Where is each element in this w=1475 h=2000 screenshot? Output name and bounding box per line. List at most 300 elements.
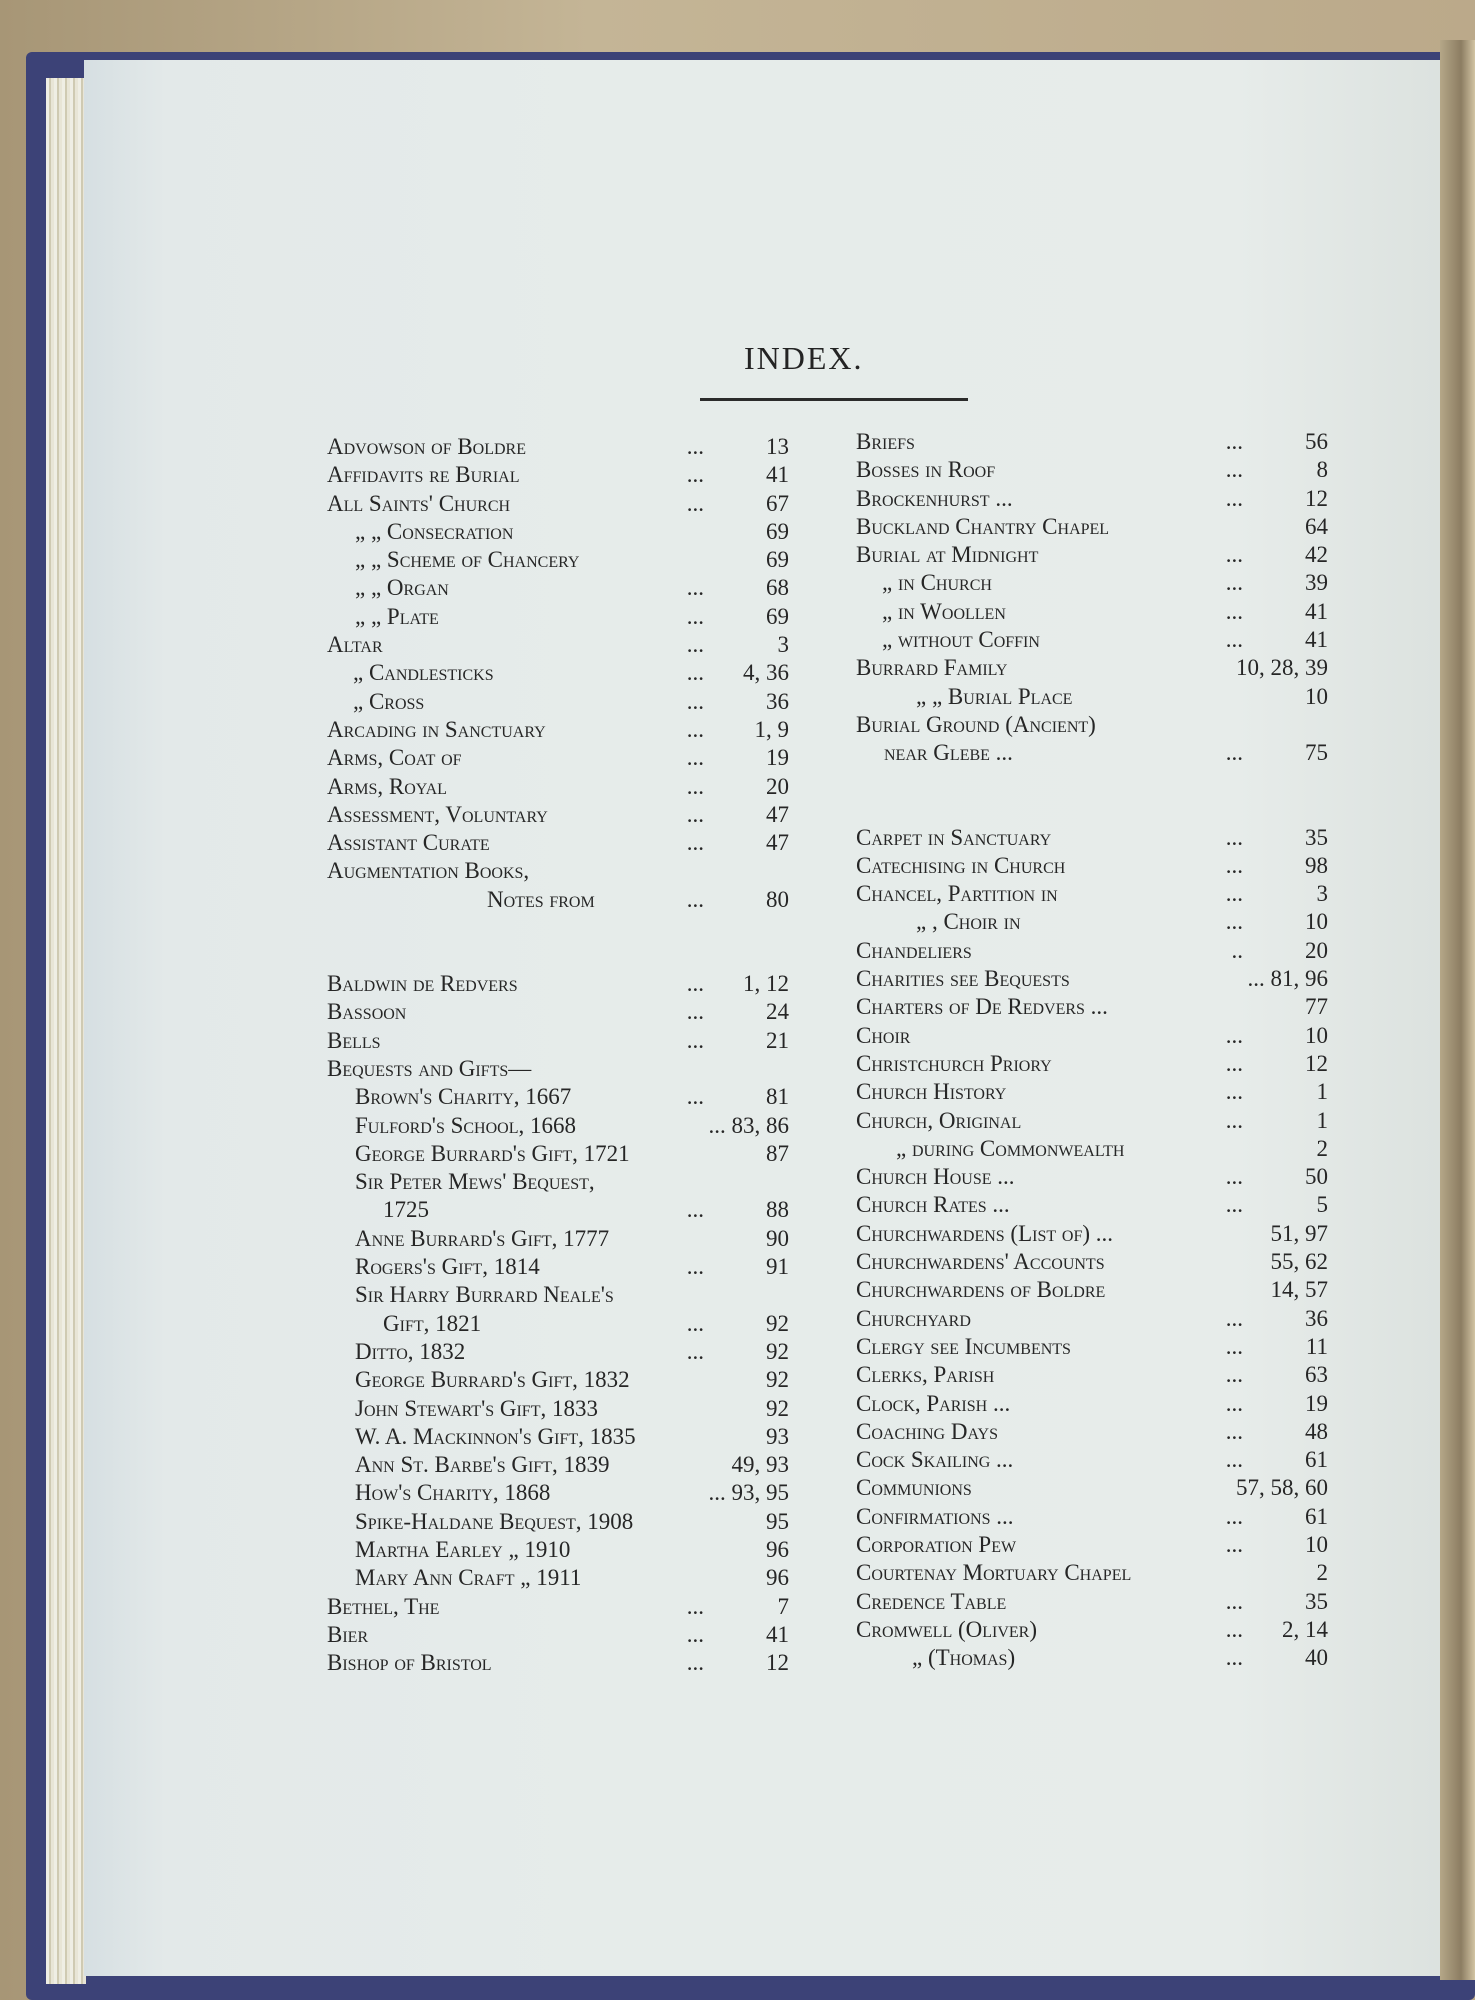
index-entry <box>856 1559 1328 1587</box>
entry-page-numbers: 69 <box>766 603 789 629</box>
entry-label: Church, Original <box>856 1107 1022 1133</box>
index-entry <box>327 1310 789 1338</box>
entry-label: Brockenhurst ... <box>856 485 1013 511</box>
entry-label: Churchwardens' Accounts <box>856 1249 1105 1275</box>
entry-page-numbers: 10 <box>1305 1022 1328 1048</box>
entry-label: „ „ Organ <box>355 575 449 601</box>
entry-label: near Glebe ... <box>884 740 1013 766</box>
entry-label: Rogers's Gift, 1814 <box>355 1254 540 1280</box>
entry-leader-dots: ... <box>686 773 704 799</box>
entry-label: Buckland Chantry Chapel <box>856 513 1110 539</box>
entry-leader-dots: ... <box>1225 1192 1243 1218</box>
index-entry <box>856 1446 1328 1474</box>
index-entry <box>856 937 1328 965</box>
entry-page-numbers: 40 <box>1305 1645 1328 1671</box>
entry-label: Bells <box>327 1027 381 1053</box>
entry-label: Courtenay Mortuary Chapel <box>856 1560 1132 1586</box>
entry-page-numbers: 96 <box>766 1536 789 1562</box>
index-entry <box>856 1276 1328 1304</box>
index-entry <box>856 739 1328 767</box>
entry-leader-dots: ... <box>1225 1390 1243 1416</box>
entry-page-numbers: 19 <box>766 745 789 771</box>
entry-label: „ Cross <box>353 688 425 714</box>
index-entry <box>327 631 789 659</box>
entry-leader-dots: ... <box>686 462 704 488</box>
entry-label: „ „ Burial Place <box>916 683 1073 709</box>
entry-page-numbers: 69 <box>766 518 789 544</box>
entry-leader-dots: ... <box>686 688 704 714</box>
entry-leader-dots: ... <box>1225 542 1243 568</box>
index-entry <box>327 1253 789 1281</box>
entry-page-numbers: 41 <box>766 462 789 488</box>
entry-label: „ without Coffin <box>882 627 1040 653</box>
entry-leader-dots: ... <box>1225 1447 1243 1473</box>
entry-page-numbers: 80 <box>766 886 789 912</box>
entry-label: Christchurch Priory <box>856 1050 1052 1076</box>
entry-page-numbers: 50 <box>1305 1164 1328 1190</box>
entry-page-numbers: 20 <box>766 773 789 799</box>
entry-page-numbers: 49, 93 <box>731 1452 789 1478</box>
entry-page-numbers: 81 <box>766 1084 789 1110</box>
entry-leader-dots: ... <box>1225 909 1243 935</box>
index-entry <box>856 428 1328 456</box>
page-title: INDEX. <box>744 340 864 376</box>
entry-label: Bethel, The <box>327 1593 440 1619</box>
index-entry <box>856 1531 1328 1559</box>
entry-leader-dots: ... <box>1225 570 1243 596</box>
entry-label: Arcading in Sanctuary <box>327 716 546 742</box>
index-entry <box>856 824 1328 852</box>
entry-label: „ in Church <box>882 570 992 596</box>
entry-page-numbers: 1, 9 <box>754 716 789 742</box>
entry-label: Church Rates ... <box>856 1192 1010 1218</box>
entry-leader-dots: ... <box>686 660 704 686</box>
entry-label: Church History <box>856 1079 1007 1105</box>
entry-page-numbers: 92 <box>766 1310 789 1336</box>
entry-label: Churchwardens of Boldre <box>856 1277 1106 1303</box>
entry-label: „ in Woollen <box>882 598 1006 624</box>
index-entry <box>856 1503 1328 1531</box>
title-rule <box>700 398 968 401</box>
entry-label: Bier <box>327 1621 369 1647</box>
index-entry <box>856 852 1328 880</box>
entry-leader-dots: ... <box>686 603 704 629</box>
entry-page-numbers: 3 <box>1316 881 1328 907</box>
entry-leader-dots: ... <box>1225 1107 1243 1133</box>
entry-leader-dots: ... <box>1225 1164 1243 1190</box>
entry-leader-dots: ... <box>686 1310 704 1336</box>
entry-leader-dots: ... <box>686 801 704 827</box>
entry-label: Assessment, Voluntary <box>327 801 548 827</box>
entry-page-numbers: 42 <box>1305 542 1328 568</box>
entry-page-numbers: 68 <box>766 575 789 601</box>
entry-page-numbers: 5 <box>1316 1192 1328 1218</box>
entry-leader-dots: ... <box>686 1621 704 1647</box>
entry-leader-dots: ... <box>1225 1531 1243 1557</box>
entry-label: Sir Harry Burrard Neale's <box>355 1282 614 1308</box>
entry-leader-dots: ... <box>1225 457 1243 483</box>
entry-leader-dots: ... <box>1225 1050 1243 1076</box>
index-entry <box>856 1474 1328 1502</box>
entry-page-numbers: 10 <box>1305 909 1328 935</box>
index-entry <box>856 541 1328 569</box>
entry-page-numbers: 61 <box>1305 1447 1328 1473</box>
entry-page-numbers: 47 <box>766 801 789 827</box>
index-entry <box>327 546 789 574</box>
entry-leader-dots: ... <box>686 632 704 658</box>
entry-leader-dots: ... <box>1225 598 1243 624</box>
entry-label: Chancel, Partition in <box>856 881 1058 907</box>
entry-page-numbers: 36 <box>766 688 789 714</box>
index-entry <box>327 1338 789 1366</box>
index-entry <box>856 908 1328 936</box>
entry-page-numbers: 39 <box>1305 570 1328 596</box>
entry-page-numbers: 11 <box>1305 1333 1328 1359</box>
entry-page-numbers: 88 <box>766 1197 789 1223</box>
index-entry <box>327 857 789 885</box>
entry-label: Mary Ann Craft „ 1911 <box>355 1565 582 1591</box>
entry-page-numbers: 77 <box>1305 994 1328 1020</box>
entry-label: Corporation Pew <box>856 1531 1017 1557</box>
entry-label: „ during Commonwealth <box>896 1135 1125 1161</box>
index-entry <box>856 1050 1328 1078</box>
index-entry <box>327 1140 789 1168</box>
entry-label: Ann St. Barbe's Gift, 1839 <box>355 1452 610 1478</box>
entry-leader-dots: ... <box>686 1254 704 1280</box>
entry-page-numbers: 69 <box>766 547 789 573</box>
entry-label: Gift, 1821 <box>383 1310 482 1336</box>
entry-page-numbers: 1, 12 <box>743 971 789 997</box>
entry-label: Assistant Curate <box>327 830 490 856</box>
entry-label: Ditto, 1832 <box>355 1338 466 1364</box>
index-entry <box>856 1135 1328 1163</box>
entry-leader-dots: ... <box>1225 1305 1243 1331</box>
index-entry <box>856 598 1328 626</box>
entry-label: Carpet in Sanctuary <box>856 824 1052 850</box>
entry-label: Martha Earley „ 1910 <box>355 1536 571 1562</box>
index-entry <box>856 1107 1328 1135</box>
entry-label: Churchwardens (List of) ... <box>856 1220 1114 1246</box>
entry-label: Chandeliers <box>856 937 972 963</box>
entry-page-numbers: ... 93, 95 <box>708 1480 789 1506</box>
index-column-right <box>856 428 1328 1672</box>
entry-page-numbers: 75 <box>1305 740 1328 766</box>
index-entry <box>856 456 1328 484</box>
entry-page-numbers: 51, 97 <box>1270 1220 1328 1246</box>
entry-label: Communions <box>856 1475 972 1501</box>
index-entry <box>327 801 789 829</box>
entry-label: Briefs <box>856 429 915 454</box>
entry-label: „ , Choir in <box>916 909 1021 935</box>
entry-page-numbers: 87 <box>766 1140 789 1166</box>
entry-leader-dots: ... <box>686 490 704 516</box>
entry-leader-dots: ... <box>686 999 704 1025</box>
entry-label: Arms, Coat of <box>327 745 462 771</box>
entry-page-numbers: 14, 57 <box>1270 1277 1328 1303</box>
entry-page-numbers: 3 <box>777 632 789 658</box>
entry-label: „ „ Plate <box>355 603 439 629</box>
entry-label: „ Candlesticks <box>353 660 494 686</box>
index-entry <box>856 1418 1328 1446</box>
entry-page-numbers: 19 <box>1305 1390 1328 1416</box>
entry-page-numbers: 20 <box>1305 937 1328 963</box>
entry-page-numbers: 10 <box>1305 683 1328 709</box>
entry-label: Burial Ground (Ancient) <box>856 711 1096 737</box>
entry-page-numbers: 93 <box>766 1423 789 1449</box>
entry-label: Augmentation Books, <box>327 858 530 884</box>
entry-label: 1725 <box>383 1197 429 1223</box>
entry-leader-dots: ... <box>1225 1645 1243 1671</box>
index-entry <box>856 965 1328 993</box>
entry-leader-dots: ... <box>1225 1079 1243 1105</box>
index-entry <box>856 1220 1328 1248</box>
entry-page-numbers: 36 <box>1305 1305 1328 1331</box>
entry-leader-dots: ... <box>686 575 704 601</box>
entry-leader-dots: ... <box>686 830 704 856</box>
index-entry <box>327 1508 789 1536</box>
entry-label: Burrard Family <box>856 655 1008 681</box>
entry-page-numbers: 1 <box>1316 1107 1328 1133</box>
entry-label: Clergy see Incumbents <box>856 1333 1071 1359</box>
entry-page-numbers: 24 <box>766 999 789 1025</box>
entry-label: Arms, Royal <box>327 773 447 799</box>
entry-label: Affidavits re Burial <box>327 462 520 488</box>
entry-leader-dots: ... <box>1225 852 1243 878</box>
entry-page-numbers: 12 <box>1305 1050 1328 1076</box>
entry-leader-dots: ... <box>1225 1333 1243 1359</box>
index-entry <box>327 1564 789 1592</box>
entry-page-numbers: 2 <box>1316 1135 1328 1161</box>
entry-leader-dots: ... <box>1225 740 1243 766</box>
index-entry <box>327 1027 789 1055</box>
entry-label: W. A. Mackinnon's Gift, 1835 <box>355 1423 636 1449</box>
entry-label: Brown's Charity, 1667 <box>355 1084 572 1110</box>
entry-leader-dots: ... <box>686 716 704 742</box>
entry-page-numbers: 35 <box>1305 824 1328 850</box>
entry-label: George Burrard's Gift, 1721 <box>355 1140 630 1166</box>
entry-leader-dots: ... <box>686 1338 704 1364</box>
index-entry <box>856 1022 1328 1050</box>
entry-label: Sir Peter Mews' Bequest, <box>355 1169 595 1195</box>
index-entry <box>327 574 789 602</box>
index-entry <box>327 829 789 857</box>
index-entry <box>856 513 1328 541</box>
index-entry <box>327 1055 789 1083</box>
index-entry <box>856 1644 1328 1672</box>
entry-leader-dots: ... <box>1225 1588 1243 1614</box>
index-entry <box>327 603 789 631</box>
entry-leader-dots: ... <box>686 745 704 771</box>
entry-page-numbers: 95 <box>766 1508 789 1534</box>
entry-leader-dots: ... <box>686 1650 704 1676</box>
index-entry <box>327 716 789 744</box>
entry-page-numbers: 41 <box>1305 598 1328 624</box>
entry-page-numbers: 61 <box>1305 1503 1328 1529</box>
entry-leader-dots: ... <box>1225 824 1243 850</box>
entry-page-numbers: 92 <box>766 1395 789 1421</box>
entry-page-numbers: 21 <box>766 1027 789 1053</box>
entry-label: Advowson of Boldre <box>327 434 527 459</box>
book-gutter <box>1440 40 1475 1980</box>
entry-page-numbers: 47 <box>766 830 789 856</box>
entry-label: Clock, Parish ... <box>856 1390 1011 1416</box>
entry-leader-dots: ... <box>686 971 704 997</box>
page-edges <box>46 78 86 1984</box>
entry-leader-dots: ... <box>686 1027 704 1053</box>
entry-page-numbers: 56 <box>1305 429 1328 454</box>
index-entry <box>327 1536 789 1564</box>
index-entry <box>856 1333 1328 1361</box>
entry-label: Coaching Days <box>856 1418 999 1444</box>
entry-page-numbers: 92 <box>766 1367 789 1393</box>
entry-label: Charities see Bequests <box>856 966 1070 992</box>
entry-label: „ „ Consecration <box>355 518 514 544</box>
entry-label: Bishop of Bristol <box>327 1650 492 1676</box>
index-entry <box>856 626 1328 654</box>
entry-page-numbers: 55, 62 <box>1270 1249 1328 1275</box>
index-entry <box>856 485 1328 513</box>
entry-leader-dots: ... <box>1225 1362 1243 1388</box>
entry-label: Choir <box>856 1022 911 1048</box>
index-entry <box>327 970 789 998</box>
entry-leader-dots: ... <box>1225 1418 1243 1444</box>
entry-label: Baldwin de Redvers <box>327 971 518 997</box>
index-column-left <box>327 433 789 1677</box>
entry-label: „ (Thomas) <box>912 1645 1016 1671</box>
entry-page-numbers: 41 <box>766 1621 789 1647</box>
entry-page-numbers: 41 <box>1305 627 1328 653</box>
index-entry <box>327 1168 789 1196</box>
entry-page-numbers: 63 <box>1305 1362 1328 1388</box>
index-entry <box>327 886 789 914</box>
entry-label: Bassoon <box>327 999 407 1025</box>
index-entry <box>327 1621 789 1649</box>
entry-label: Spike-Haldane Bequest, 1908 <box>355 1508 634 1534</box>
index-entry <box>856 569 1328 597</box>
entry-label: „ „ Scheme of Chancery <box>355 547 580 573</box>
index-entry <box>327 1196 789 1224</box>
entry-label: Church House ... <box>856 1164 1015 1190</box>
entry-label: Burial at Midnight <box>856 542 1039 568</box>
index-entry <box>327 773 789 801</box>
index-entry <box>327 1083 789 1111</box>
index-entry <box>327 518 789 546</box>
entry-leader-dots: ... <box>686 1084 704 1110</box>
entry-page-numbers: 96 <box>766 1565 789 1591</box>
entry-page-numbers: 57, 58, 60 <box>1236 1475 1328 1501</box>
index-entry <box>856 1361 1328 1389</box>
index-entry <box>327 1225 789 1253</box>
entry-leader-dots: ... <box>686 886 704 912</box>
entry-label: Altar <box>327 632 383 658</box>
entry-page-numbers: 48 <box>1305 1418 1328 1444</box>
entry-leader-dots: ... <box>1225 485 1243 511</box>
index-entry <box>327 461 789 489</box>
entry-label: Cock Skailing ... <box>856 1447 1014 1473</box>
entry-leader-dots: .. <box>1231 937 1243 963</box>
entry-page-numbers: 1 <box>1316 1079 1328 1105</box>
index-entry <box>856 1305 1328 1333</box>
index-entry <box>327 1366 789 1394</box>
entry-leader-dots: ... <box>1225 1503 1243 1529</box>
index-entry <box>856 654 1328 682</box>
entry-leader-dots: ... <box>686 1197 704 1223</box>
entry-page-numbers: 90 <box>766 1225 789 1251</box>
entry-page-numbers: 10, 28, 39 <box>1236 655 1328 681</box>
index-entry <box>856 1588 1328 1616</box>
entry-label: Notes from <box>487 886 595 912</box>
entry-leader-dots: ... <box>686 1593 704 1619</box>
index-entry <box>856 1191 1328 1219</box>
index-entry <box>327 998 789 1026</box>
index-entry <box>327 744 789 772</box>
entry-leader-dots: ... <box>1225 1616 1243 1642</box>
entry-leader-dots: ... <box>1225 1022 1243 1048</box>
entry-page-numbers: 98 <box>1305 852 1328 878</box>
index-entry <box>327 1451 789 1479</box>
index-entry <box>327 1649 789 1677</box>
entry-label: George Burrard's Gift, 1832 <box>355 1367 630 1393</box>
entry-page-numbers: 2 <box>1316 1560 1328 1586</box>
entry-label: Catechising in Church <box>856 852 1066 878</box>
index-entry <box>327 1423 789 1451</box>
entry-page-numbers: 12 <box>766 1650 789 1676</box>
entry-page-numbers: 91 <box>766 1254 789 1280</box>
index-entry <box>327 659 789 687</box>
index-entry <box>856 1390 1328 1418</box>
index-entry <box>327 490 789 518</box>
entry-page-numbers: ... 83, 86 <box>708 1112 789 1138</box>
entry-label: Anne Burrard's Gift, 1777 <box>355 1225 610 1251</box>
entry-label: Fulford's School, 1668 <box>355 1112 576 1138</box>
entry-label: How's Charity, 1868 <box>355 1480 551 1506</box>
entry-page-numbers: 2, 14 <box>1282 1616 1328 1642</box>
entry-label: Charters of De Redvers ... <box>856 994 1108 1020</box>
index-entry <box>327 1395 789 1423</box>
index-entry <box>856 683 1328 711</box>
index-entry <box>327 433 789 461</box>
entry-leader-dots: ... <box>1225 429 1243 454</box>
index-entry <box>327 1479 789 1507</box>
index-entry <box>856 880 1328 908</box>
index-entry <box>327 688 789 716</box>
index-entry <box>327 1281 789 1309</box>
entry-label: All Saints' Church <box>327 490 511 516</box>
entry-label: Churchyard <box>856 1305 971 1331</box>
entry-page-numbers: 8 <box>1316 457 1328 483</box>
entry-label: Cromwell (Oliver) <box>856 1616 1037 1642</box>
entry-label: Credence Table <box>856 1588 1007 1614</box>
entry-label: Bequests and Gifts— <box>327 1055 532 1081</box>
index-entry <box>856 1248 1328 1276</box>
entry-leader-dots: ... <box>1225 627 1243 653</box>
entry-page-numbers: 35 <box>1305 1588 1328 1614</box>
index-entry <box>327 1112 789 1140</box>
index-entry <box>856 1078 1328 1106</box>
entry-label: John Stewart's Gift, 1833 <box>355 1395 598 1421</box>
entry-page-numbers: 12 <box>1305 485 1328 511</box>
entry-page-numbers: 13 <box>766 434 789 459</box>
index-entry <box>856 1616 1328 1644</box>
entry-page-numbers: 4, 36 <box>743 660 789 686</box>
entry-page-numbers: 10 <box>1305 1531 1328 1557</box>
entry-page-numbers: 64 <box>1305 513 1328 539</box>
entry-label: Confirmations ... <box>856 1503 1014 1529</box>
index-entry <box>327 1593 789 1621</box>
entry-label: Clerks, Parish <box>856 1362 995 1388</box>
index-entry <box>856 711 1328 739</box>
entry-leader-dots: ... <box>686 434 704 459</box>
